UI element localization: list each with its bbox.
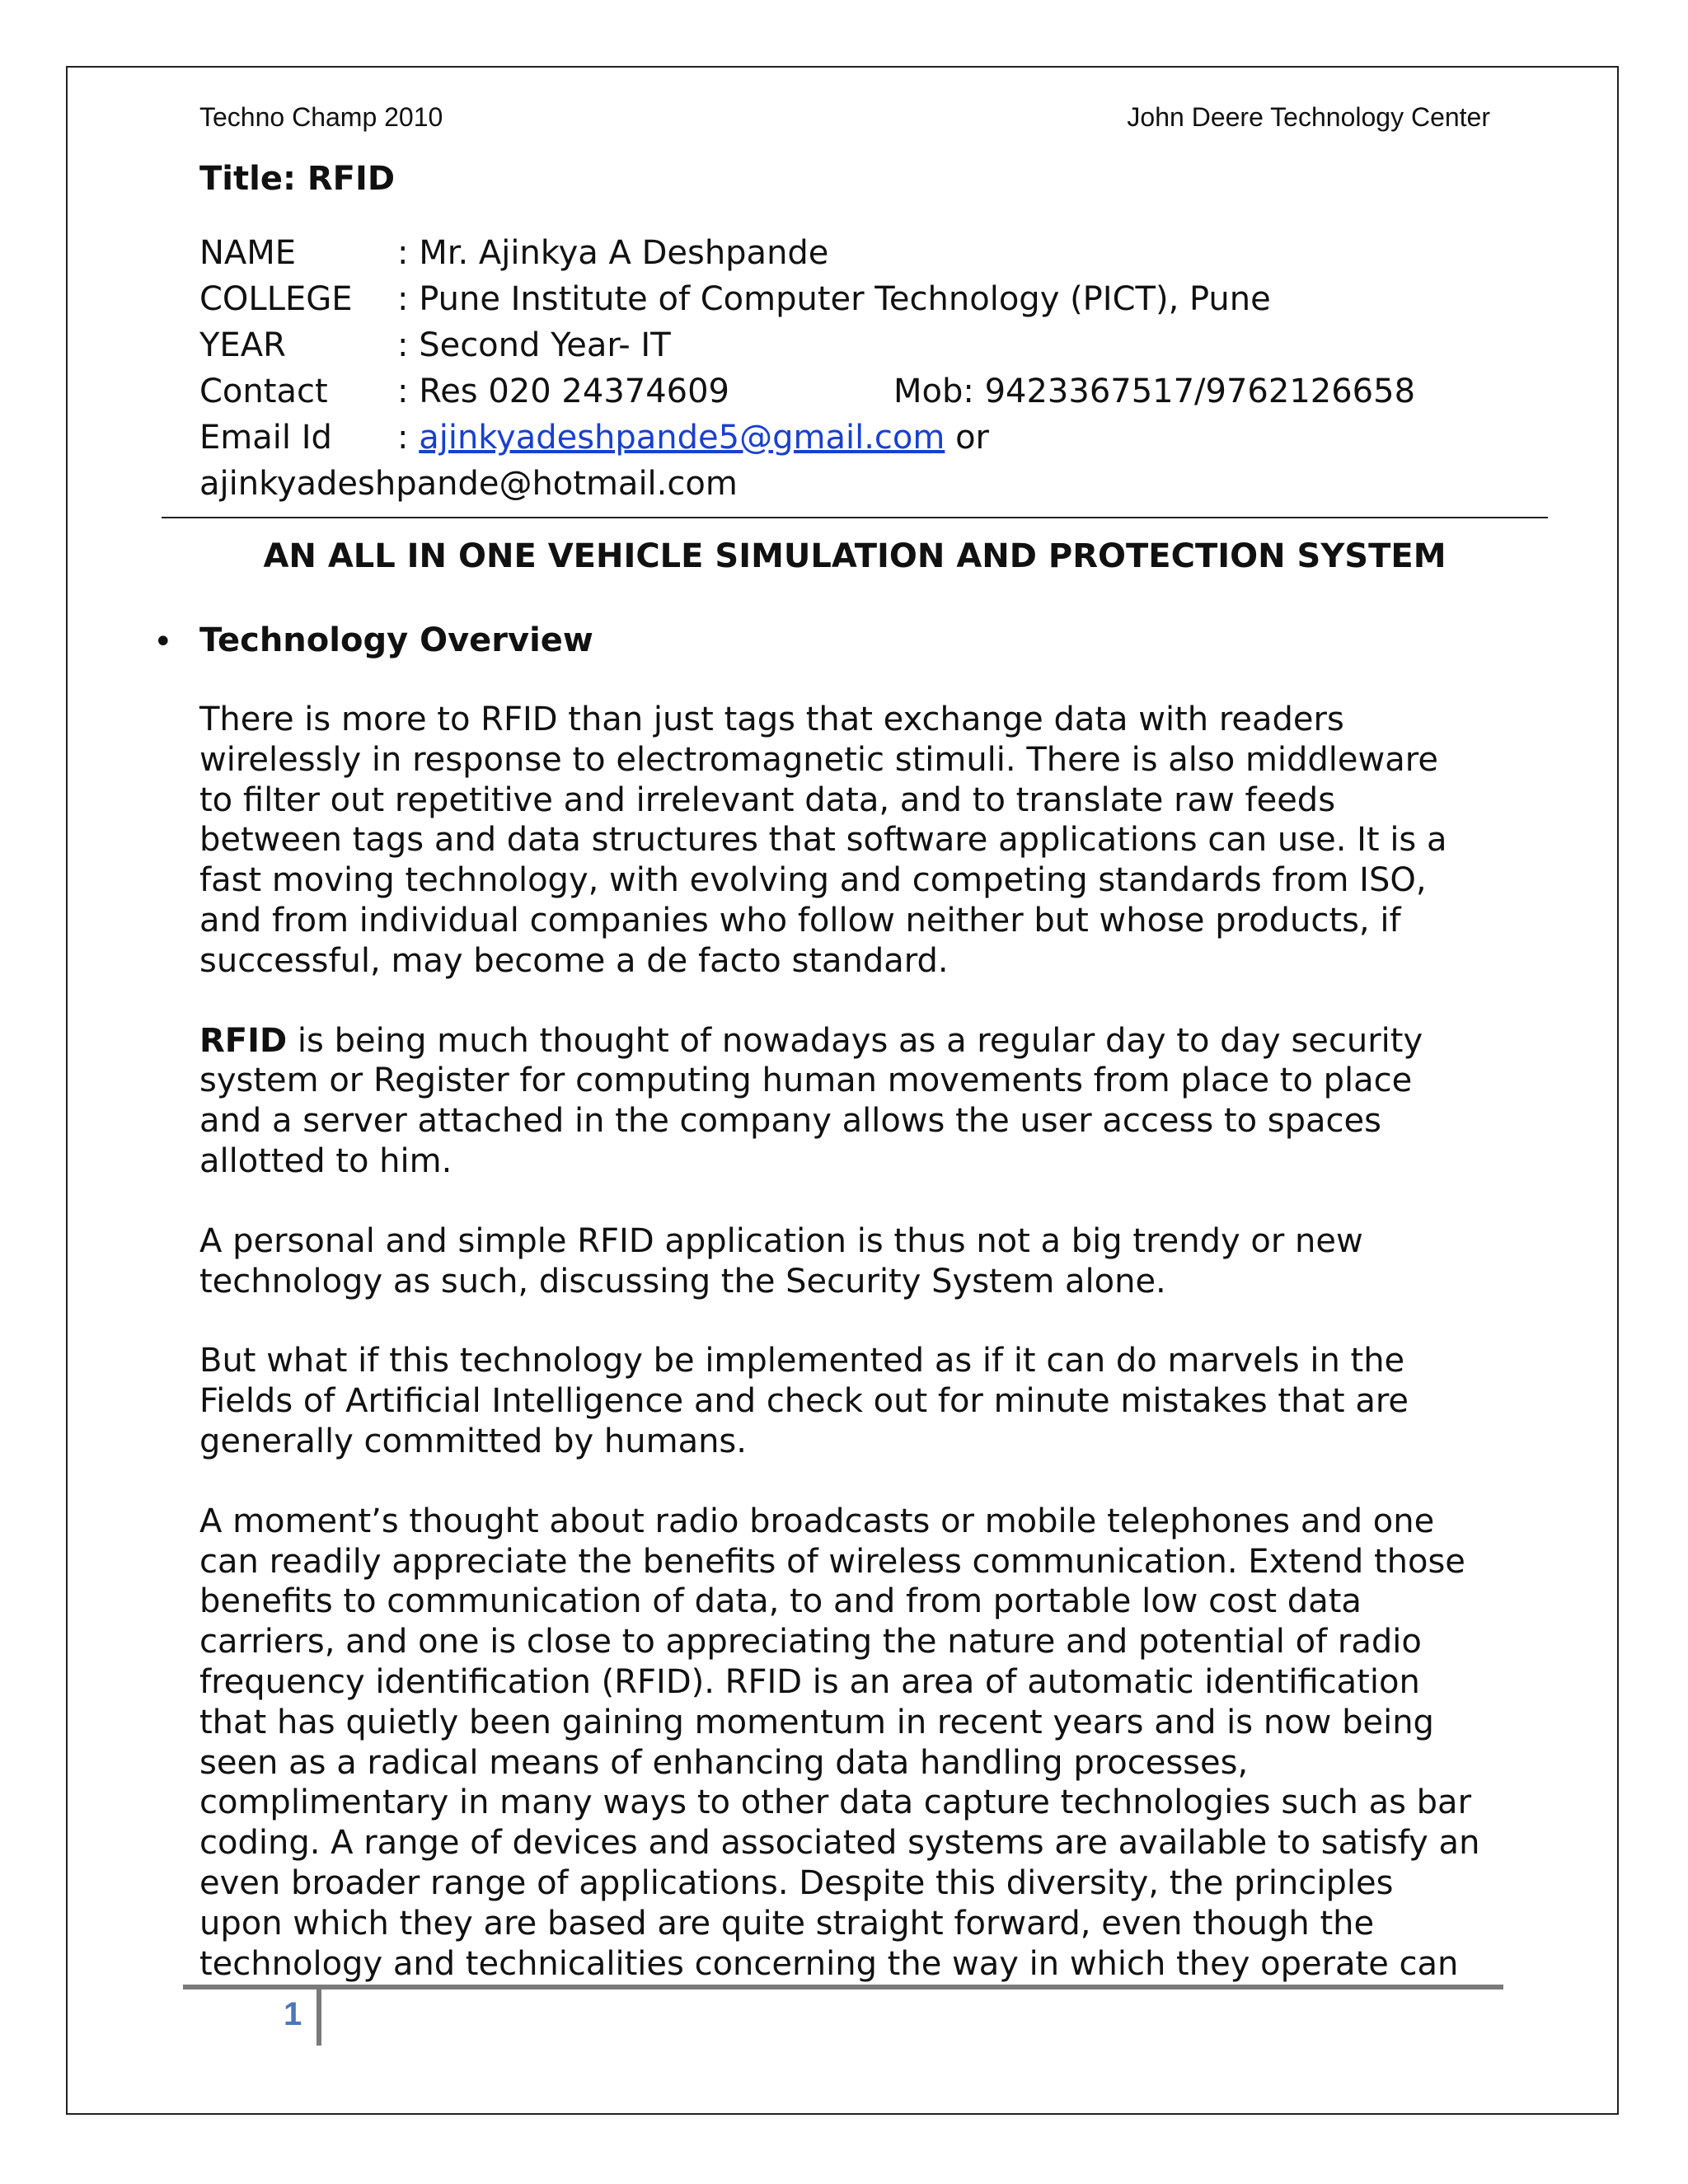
paragraph-line: and from individual companies who follow neither but whose products, if — [199, 901, 1401, 940]
paragraph-line: Fields of Artificial Intelligence and check out for minute mistakes that are — [199, 1382, 1409, 1421]
year-value: : Second Year- IT — [397, 326, 671, 364]
paragraph-line — [199, 1021, 1502, 1062]
header-divider — [162, 517, 1548, 518]
paragraph-line: A moment’s thought about radio broadcasts or mobile telephones and one — [199, 1502, 1435, 1540]
footer-tick — [316, 1988, 321, 2046]
paragraph-line: upon which they are based are quite straight forward, even though the — [199, 1904, 1375, 1943]
paragraph-2 — [199, 1021, 1502, 1182]
paragraph-line: complimentary in many ways to other data capture technologies such as bar — [199, 1783, 1472, 1822]
rfid-bold-term: RFID — [199, 1021, 288, 1060]
document-title: Title: RFID — [199, 160, 396, 198]
paragraph-1 — [199, 700, 1502, 982]
college-label: COLLEGE — [199, 280, 353, 318]
email-link[interactable]: ajinkyadeshpande5@gmail.com — [419, 419, 945, 457]
paragraph-5 — [199, 1502, 1502, 1985]
paragraph-line: There is more to RFID than just tags that exchange data with readers — [199, 701, 1344, 738]
paragraph-line: successful, may become a de facto standard. — [199, 941, 949, 980]
paragraph-line: seen as a radical means of enhancing data handling processes, — [199, 1743, 1249, 1782]
paragraph-4 — [199, 1341, 1502, 1461]
paragraph-line: can readily appreciate the benefits of wireless communication. Extend those — [199, 1542, 1465, 1581]
paragraph-line: benefits to communication of data, to and from portable low cost data — [199, 1582, 1362, 1621]
email-suffix: or — [945, 419, 989, 457]
paragraph-line: carriers, and one is close to appreciating the nature and potential of radio — [199, 1623, 1422, 1661]
page-number: 1 — [284, 1996, 302, 2032]
contact-value: : Res 020 24374609 — [397, 373, 730, 410]
college-value: : Pune Institute of Computer Technology (PICT), Pune — [397, 280, 1271, 318]
paragraph-line: coding. A range of devices and associated systems are available to satisfy an — [199, 1824, 1480, 1863]
paragraph-line: generally committed by humans. — [199, 1422, 747, 1460]
paragraph-line: even broader range of applications. Despite this diversity, the principles — [199, 1863, 1394, 1902]
footer-divider — [183, 1985, 1503, 1990]
email-value — [397, 415, 989, 461]
year-label: YEAR — [199, 326, 286, 364]
paragraph-line: A personal and simple RFID application is thus not a big trendy or new — [199, 1221, 1363, 1260]
paragraph-line: wirelessly in response to electromagnetic stimuli. There is also middleware — [199, 740, 1438, 779]
paragraph-line: technology and technicalities concerning the way in which they operate can — [199, 1944, 1459, 1983]
contact-label: Contact — [199, 373, 328, 410]
document-heading: AN ALL IN ONE VEHICLE SIMULATION AND PROTECTION SYSTEM — [263, 537, 1447, 575]
paragraph-line: between tags and data structures that software applications can use. It is a — [199, 821, 1447, 860]
paragraph-3 — [199, 1221, 1502, 1302]
body-text — [199, 700, 1502, 2023]
mobile-number: Mob: 9423367517/9762126658 — [893, 373, 1416, 410]
email-prefix: : — [397, 419, 420, 457]
paragraph-line: and a server attached in the company allows the user access to spaces — [199, 1102, 1381, 1141]
header-event-name: Techno Champ 2010 — [199, 102, 443, 132]
bullet-icon: • — [153, 623, 173, 661]
paragraph-line: But what if this technology be implemented as if it can do marvels in the — [199, 1342, 1405, 1380]
section-heading: Technology Overview — [199, 621, 593, 659]
name-label: NAME — [199, 234, 297, 272]
paragraph-line-rest: is being much thought of nowadays as a regular day to day security — [287, 1021, 1423, 1060]
paragraph-line: frequency identification (RFID). RFID is an area of automatic identification — [199, 1662, 1420, 1701]
alt-email: ajinkyadeshpande@hotmail.com — [199, 465, 738, 503]
paragraph-line: fast moving technology, with evolving and competing standards from ISO, — [199, 861, 1427, 900]
name-value: : Mr. Ajinkya A Deshpande — [397, 234, 829, 272]
paragraph-line: that has quietly been gaining momentum in recent years and is now being — [199, 1703, 1434, 1741]
paragraph-line: allotted to him. — [199, 1141, 452, 1180]
paragraph-line: technology as such, discussing the Security System alone. — [199, 1262, 1166, 1301]
paragraph-line: to filter out repetitive and irrelevant data, and to translate raw feeds — [199, 780, 1336, 819]
header-organization: John Deere Technology Center — [1127, 102, 1490, 132]
email-label: Email Id — [199, 419, 332, 457]
paragraph-line: system or Register for computing human movements from place to place — [199, 1062, 1413, 1100]
